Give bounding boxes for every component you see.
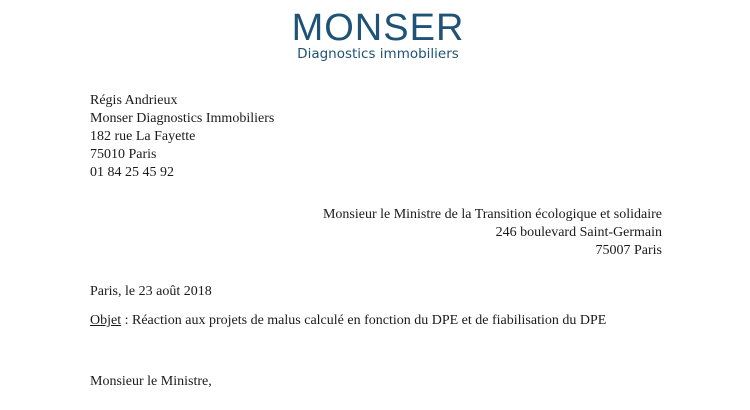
recipient-title: Monsieur le Ministre de la Transition écologique et solidaire [322,207,662,222]
recipient-city: 75007 Paris [595,243,662,258]
subject-text: : Réaction aux projets de malus calculé en fonction du DPE et de fiabilisation du DPE [121,313,607,328]
recipient-street: 246 boulevard Saint-Germain [495,225,662,240]
sender-phone: 01 84 25 45 92 [90,165,174,180]
logo-wordmark: MONSER [291,7,465,49]
recipient-address-block [323,206,662,260]
letter-date: Paris, le 23 août 2018 [90,284,212,299]
sender-street: 182 rue La Fayette [90,129,196,144]
logo-tagline: Diagnostics immobiliers [297,46,459,62]
letter-subject [90,312,606,330]
letter-salutation: Monsieur le Ministre, [90,374,212,389]
sender-company: Monser Diagnostics Immobiliers [90,111,275,126]
sender-address-block [90,92,274,182]
subject-label: Objet [90,313,122,328]
sender-name: Régis Andrieux [90,93,178,108]
sender-city: 75010 Paris [90,147,157,162]
company-logo [0,8,750,61]
